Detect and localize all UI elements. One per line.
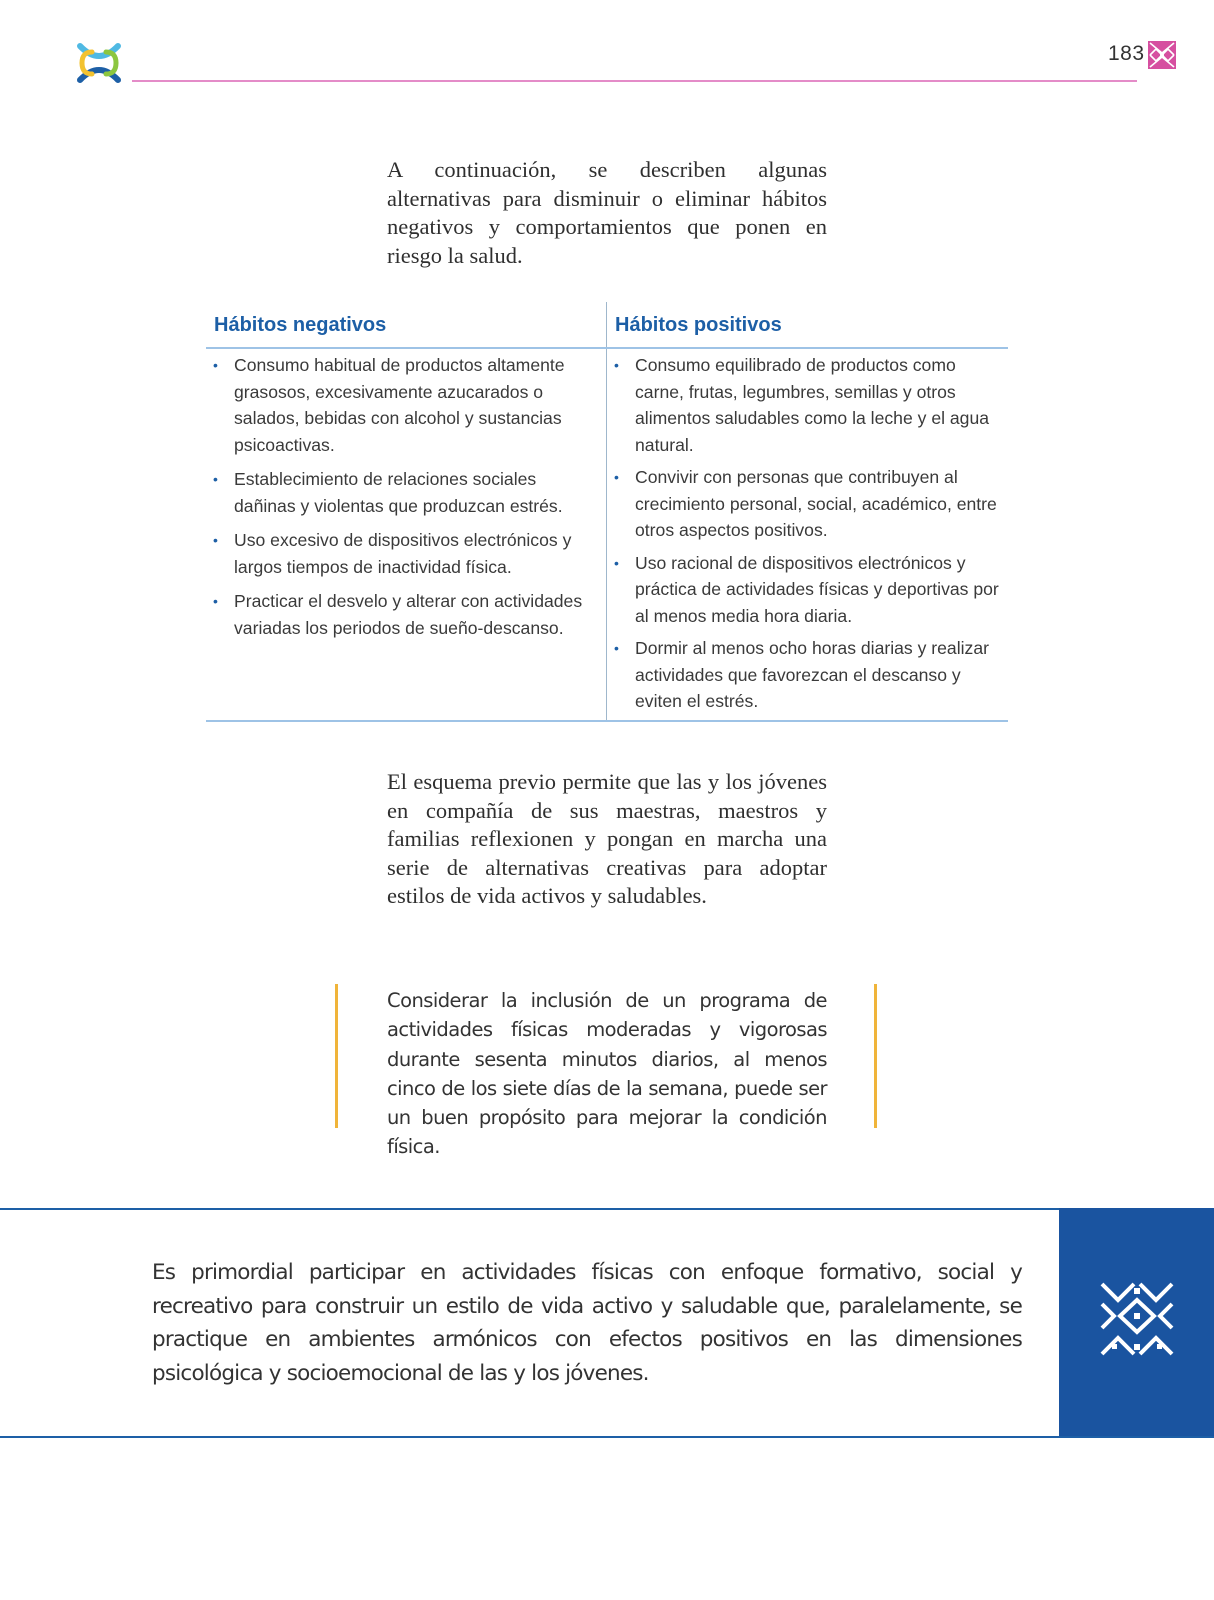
negative-habit-item: • Uso excesivo de dispositivos electrónicos y largos tiempos de inactividad física.	[206, 527, 598, 580]
habits-table	[206, 302, 1008, 722]
negative-habits-list	[206, 352, 598, 649]
note-text: Considerar la inclusión de un programa de actividades físicas moderadas y vigorosas durante sesenta minutos diarios, al menos cinco de los siete días de la semana, puede ser un buen propósito para mejorar la condición física.	[387, 989, 827, 1159]
closing-color-block	[1059, 1208, 1214, 1438]
table-footer-rule	[206, 720, 1008, 722]
positive-habit-item: • Uso racional de dispositivos electrónicos y práctica de actividades físicas y deportivas por al menos media hora diaria.	[607, 550, 1005, 630]
textile-pattern-icon	[1148, 41, 1176, 69]
negative-habit-item: • Establecimiento de relaciones sociales dañinas y violentas que produzcan estrés.	[206, 466, 598, 519]
textile-pattern-icon	[1098, 1280, 1176, 1358]
closing-section	[0, 1208, 1214, 1438]
negative-habit-item: • Consumo habitual de productos altamente grasosos, excesivamente azucarados o salados, bebidas con alcohol y sustancias psicoactivas.	[206, 352, 598, 458]
closing-rule-top	[0, 1208, 1214, 1210]
positive-habit-item: • Dormir al menos ocho horas diarias y realizar actividades que favorezcan el descanso y eviten el estrés.	[607, 635, 1005, 715]
closing-paragraph: Es primordial participar en actividades físicas con enfoque formativo, social y recreativo para construir un estilo de vida activo y saludable que, paralelamente, se practique en ambientes armónicos con efectos positivos en las dimensiones psicológica y socioemocional de las y los jóvenes.	[152, 1260, 1022, 1386]
intro-paragraph: A continuación, se describen algunas alternativas para disminuir o eliminar hábitos negativos y comportamientos que ponen en riesgo la salud.	[387, 157, 827, 268]
scheme-paragraph: El esquema previo permite que las y los jóvenes en compañía de sus maestras, maestros y familias reflexionen y pongan en marcha una serie de alternativas creativas para adoptar estilos de vida activos y saludables.	[387, 769, 827, 908]
negative-habits-heading: Hábitos negativos	[214, 314, 387, 336]
note-box	[335, 984, 879, 1159]
positive-habits-heading: Hábitos positivos	[615, 314, 782, 336]
logo-icon	[74, 38, 124, 88]
closing-rule-bottom	[0, 1436, 1214, 1438]
table-header-rule	[206, 347, 1008, 349]
positive-habits-list	[607, 352, 1005, 721]
note-bar-left	[335, 984, 338, 1128]
page-number: 183	[1108, 42, 1145, 65]
negative-habit-item: • Practicar el desvelo y alterar con actividades variadas los periodos de sueño-descanso.	[206, 588, 598, 641]
positive-habit-item: • Consumo equilibrado de productos como carne, frutas, legumbres, semillas y otros alimentos saludables como la leche y el agua natural.	[607, 352, 1005, 458]
note-bar-right	[874, 984, 877, 1128]
positive-habit-item: • Convivir con personas que contribuyen al crecimiento personal, social, académico, entre otros aspectos positivos.	[607, 464, 1005, 544]
header-rule	[132, 80, 1137, 82]
